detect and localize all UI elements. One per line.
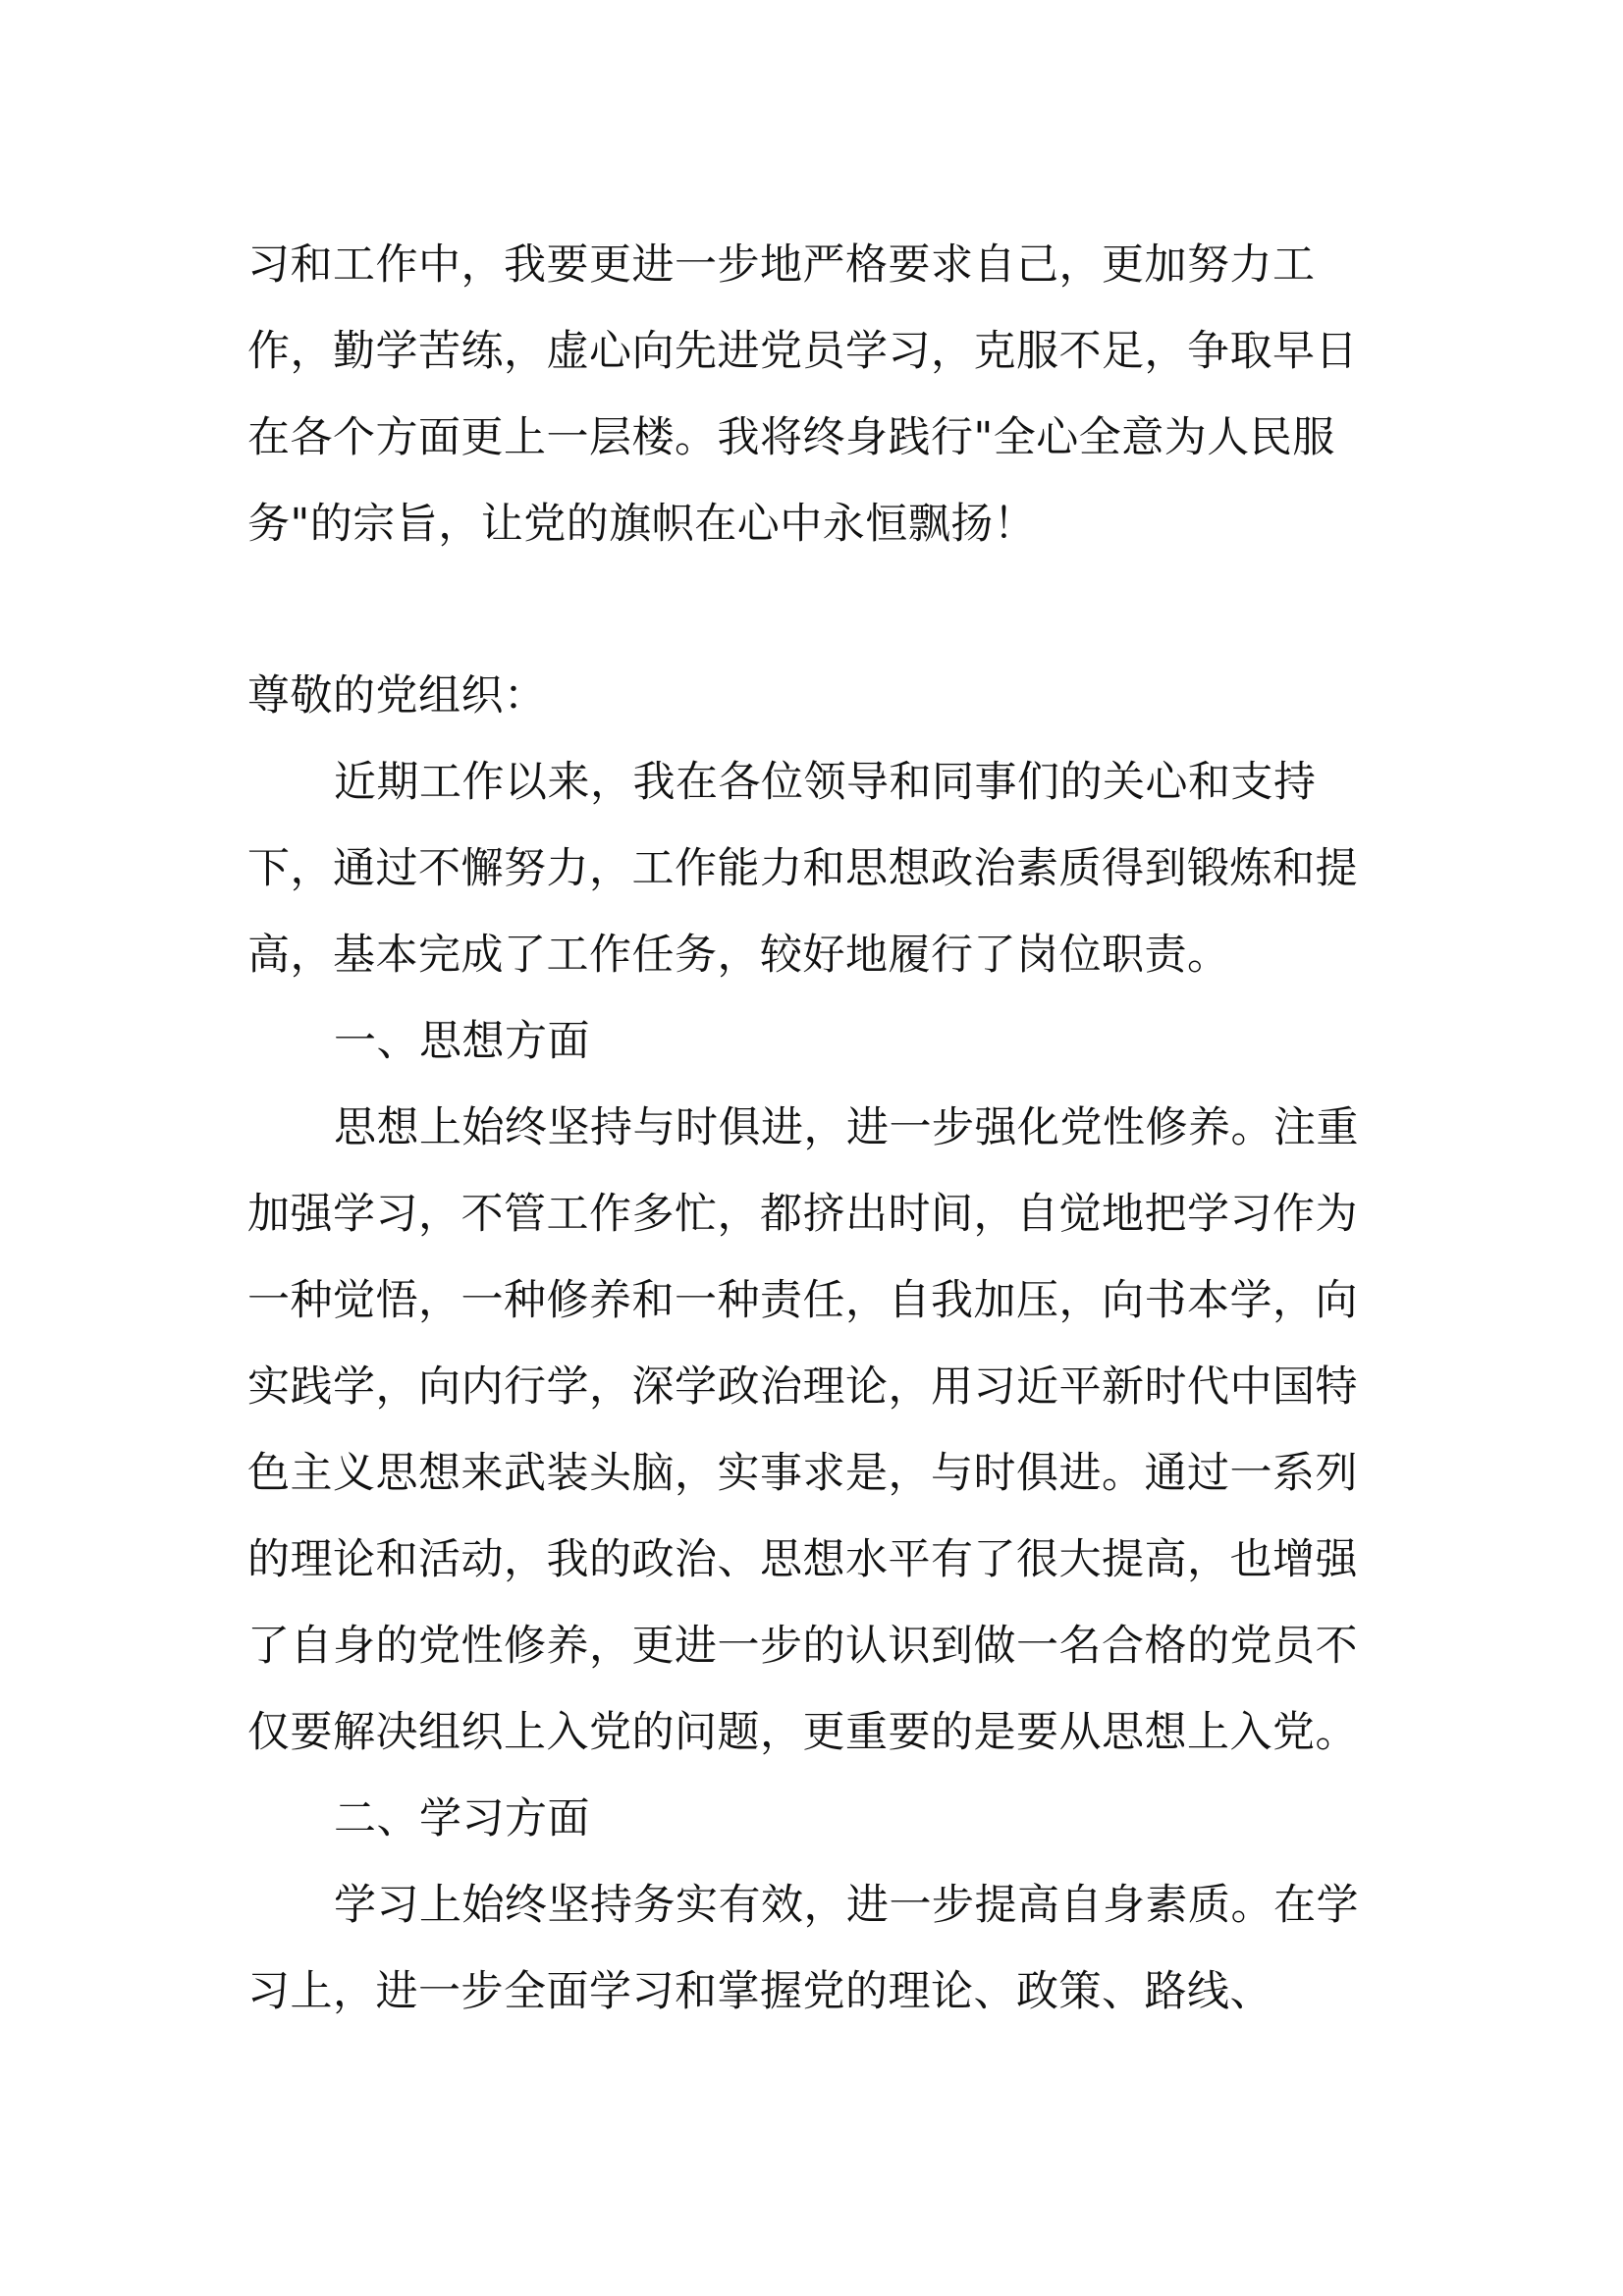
section-body-thought: 思想上始终坚持与时俱进，进一步强化党性修养。注重加强学习，不管工作多忙，都挤出时间，自觉地把学习作为一种觉悟，一种修养和一种责任，自我加压，向书本学，向实践学，向内行学，深学政治理论，用习近平新时代中国特色主义思想来武装头脑，实事求是，与时俱进。通过一系列的理论和活动，我的政治、思想水平有了很大提高，也增强了自身的党性修养，更进一步的认识到做一名合格的党员不仅要解决组织上入党的问题，更重要的是要从思想上入党。 <box>247 1103 1359 1757</box>
intro-paragraph: 近期工作以来，我在各位领导和同事们的关心和支持下，通过不懈努力，工作能力和思想政治素质得到锻炼和提高，基本完成了工作任务，较好地履行了岗位职责。 <box>247 758 1358 980</box>
previous-letter-ending <box>247 222 1367 567</box>
continuation-paragraph: 习和工作中，我要更进一步地严格要求自己，更加努力工作，勤学苦练，虚心向先进党员学习，克服不足，争取早日在各个方面更上一层楼。我将终身践行"全心全意为人民服务"的宗旨，让党的旗帜在心中永恒飘扬！ <box>247 240 1358 549</box>
section-heading-thought: 一、思想方面 <box>334 1017 590 1066</box>
section-heading-study: 二、学习方面 <box>334 1794 590 1843</box>
letter-body <box>247 653 1367 2035</box>
section-body-study: 学习上始终坚持务实有效，进一步提高自身素质。在学习上，进一步全面学习和掌握党的理论、政策、路线、 <box>247 1881 1359 2016</box>
salutation: 尊敬的党组织： <box>247 671 547 721</box>
